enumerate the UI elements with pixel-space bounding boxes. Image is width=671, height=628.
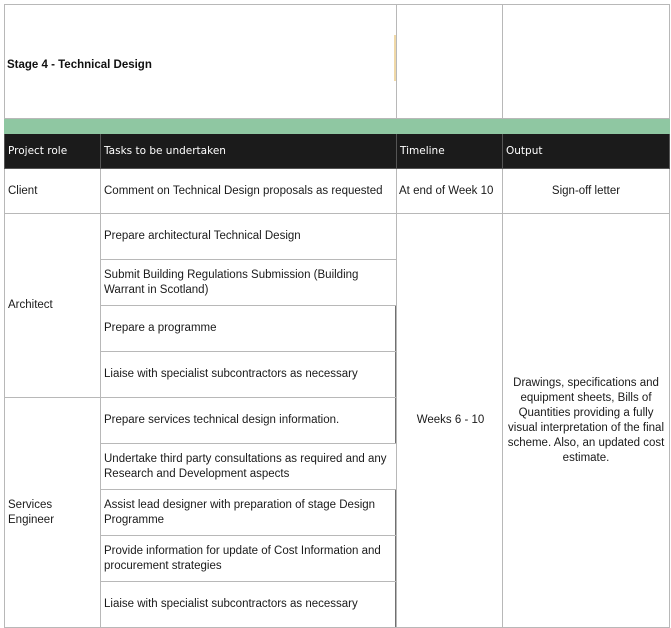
role-cell-architect[interactable]: Architect — [5, 214, 101, 398]
task-text: Submit Building Regulations Submission (Building Warrant in Scotland) — [104, 268, 359, 296]
title-empty-cell-timeline[interactable] — [397, 5, 503, 119]
role-cell-services-engineer[interactable] — [5, 398, 101, 628]
title-row — [5, 5, 670, 119]
task-cell[interactable] — [101, 444, 397, 490]
task-cell[interactable] — [101, 260, 397, 306]
header-timeline[interactable]: Timeline — [397, 134, 503, 169]
task-cell[interactable] — [101, 490, 397, 536]
role-text: Services Engineer — [8, 498, 55, 526]
role-cell-client[interactable]: Client — [5, 169, 101, 214]
timeline-cell-client[interactable]: At end of Week 10 — [397, 169, 503, 214]
cell-border-line — [395, 352, 396, 397]
table-row-client — [5, 169, 670, 214]
task-text: Prepare services technical design information. — [104, 414, 340, 426]
cell-edge-mark — [394, 35, 396, 81]
task-text: Assist lead designer with preparation of stage Design Programme — [104, 498, 376, 526]
green-band-cell[interactable] — [503, 119, 670, 134]
output-cell-deliverables[interactable]: Drawings, specifications and equipment sheets, Bills of Quantities providing a fully visual interpretation of the final scheme. Also, an updated cost estimate. — [503, 214, 670, 628]
cell-border-line — [395, 306, 396, 351]
task-cell[interactable] — [101, 306, 397, 352]
task-text: Provide information for update of Cost Information and procurement strategies — [104, 544, 381, 572]
task-text: Prepare a programme — [104, 322, 217, 334]
stage-table — [4, 4, 670, 628]
header-output[interactable]: Output — [503, 134, 670, 169]
task-cell[interactable] — [101, 398, 397, 444]
green-band-cell[interactable] — [397, 119, 503, 134]
green-band-row — [5, 119, 670, 134]
header-project-role[interactable]: Project role — [5, 134, 101, 169]
task-cell-client[interactable]: Comment on Technical Design proposals as requested — [101, 169, 397, 214]
task-text: Undertake third party consultations as required and any Research and Development aspects — [104, 452, 387, 480]
task-text: Prepare architectural Technical Design — [104, 230, 301, 242]
header-row — [5, 134, 670, 169]
header-tasks[interactable]: Tasks to be undertaken — [101, 134, 397, 169]
green-band-cell[interactable] — [101, 119, 397, 134]
cell-border-line — [395, 490, 396, 535]
cell-border-line — [395, 582, 396, 627]
task-cell[interactable] — [101, 352, 397, 398]
task-cell[interactable] — [101, 536, 397, 582]
table-row — [5, 214, 670, 260]
task-cell[interactable] — [101, 214, 397, 260]
cell-border-line — [395, 536, 396, 581]
output-cell-client[interactable]: Sign-off letter — [503, 169, 670, 214]
page-title: Stage 4 - Technical Design — [7, 59, 152, 71]
task-text: Liaise with specialist subcontractors as necessary — [104, 368, 358, 380]
task-text: Liaise with specialist subcontractors as necessary — [104, 598, 358, 610]
timeline-cell-weeks[interactable]: Weeks 6 - 10 — [397, 214, 503, 628]
cell-border-line — [395, 398, 396, 443]
title-empty-cell-output[interactable] — [503, 5, 670, 119]
task-cell[interactable] — [101, 582, 397, 628]
green-band-cell[interactable] — [5, 119, 101, 134]
title-cell[interactable] — [5, 5, 397, 119]
